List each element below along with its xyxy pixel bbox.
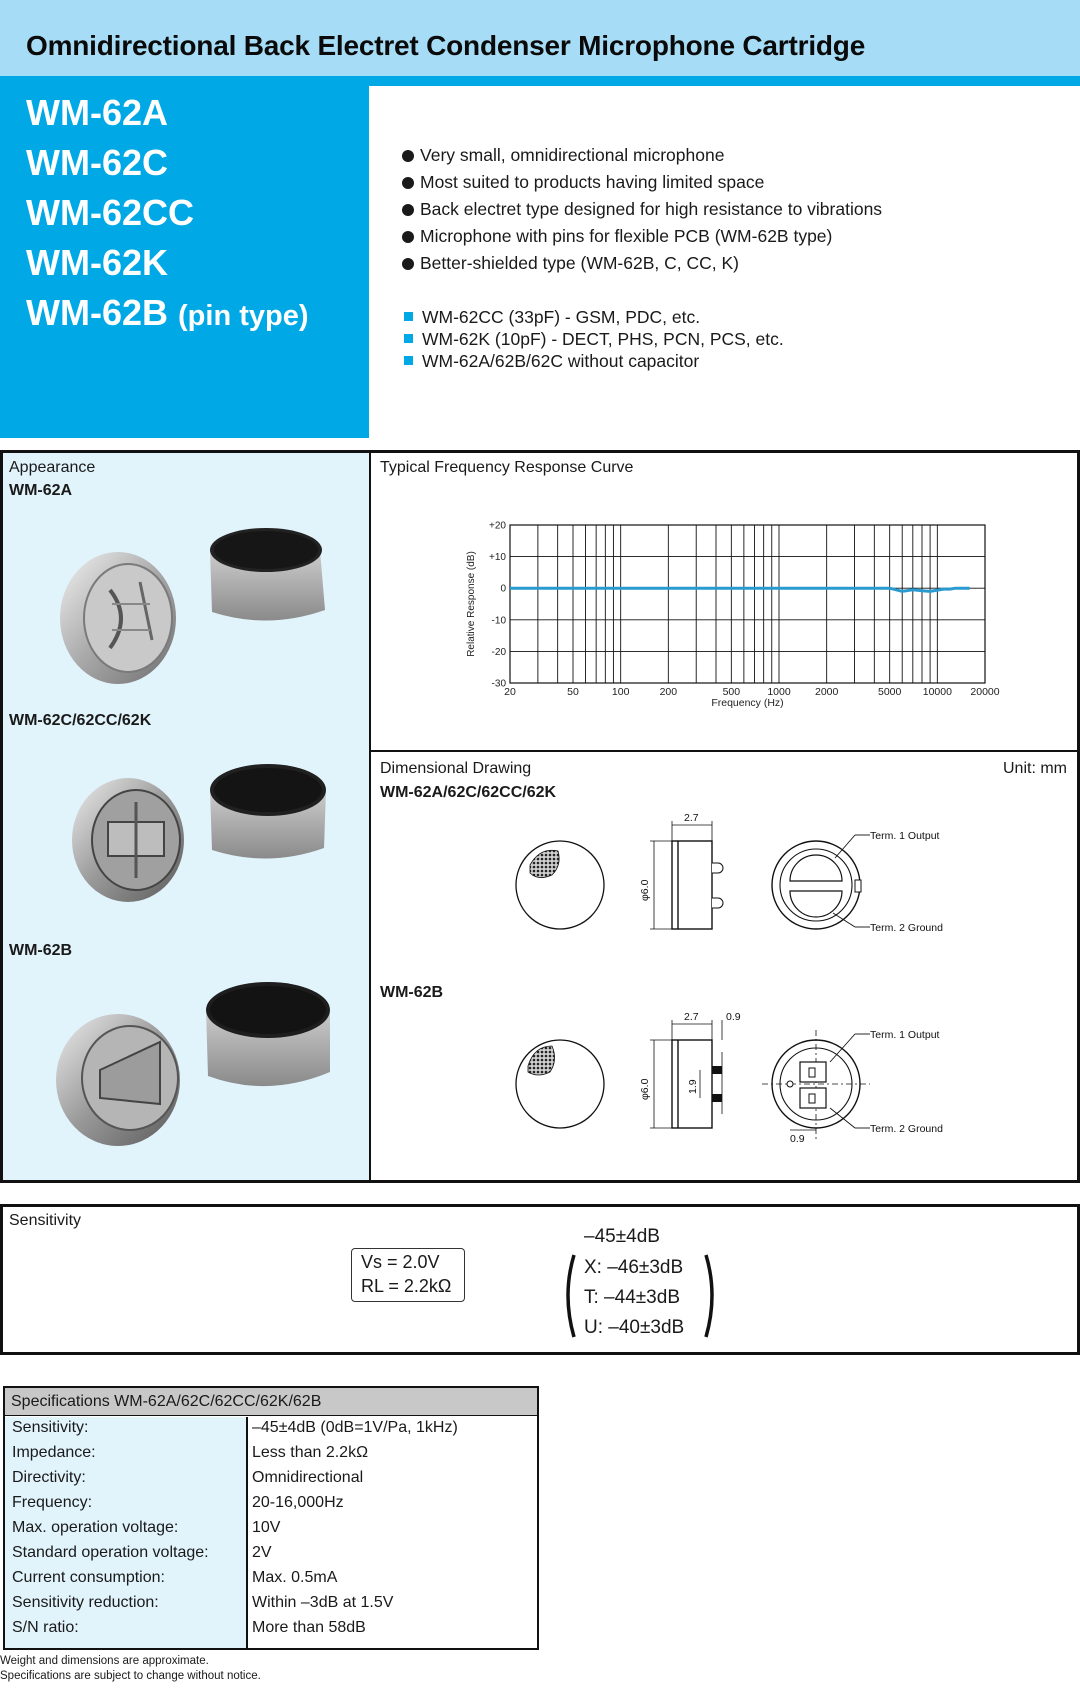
front-view-circle: [516, 1040, 604, 1128]
chart-x-tick-label: 50: [567, 686, 579, 698]
feature-item: Very small, omnidirectional microphone: [402, 145, 724, 166]
capsule-front-view: [210, 528, 325, 621]
bullet-icon: [402, 204, 414, 216]
spec-key: Current consumption:: [12, 1569, 165, 1586]
chart-plot-frame: [510, 525, 985, 683]
rear-view-terminals: [772, 830, 943, 934]
capsule-front-view: [210, 764, 326, 859]
dimension-drawing-bottom: [500, 1002, 980, 1162]
drawing-model-top: WM-62A/62C/62CC/62K: [380, 784, 557, 801]
spec-key: Sensitivity:: [12, 1419, 89, 1436]
sensitivity-x: X: –46±3dB: [584, 1257, 684, 1278]
sensitivity-label: Sensitivity: [9, 1212, 82, 1229]
chart-x-tick-label: 500: [722, 686, 741, 698]
spec-value: Max. 0.5mA: [252, 1569, 338, 1586]
appearance-model-wm62a: WM-62A: [9, 482, 73, 499]
header-rule: [0, 76, 1080, 86]
spec-column-divider: [246, 1417, 248, 1648]
chart-x-tick-label: 10000: [922, 686, 952, 698]
footnote-weight: Weight and dimensions are approximate.: [0, 1655, 209, 1667]
sensitivity-t: T: –44±3dB: [584, 1287, 680, 1308]
term2-label: Term. 2 Ground: [870, 1123, 943, 1135]
spec-table-header: [5, 1388, 537, 1416]
dim-1-9: 1.9: [687, 1079, 699, 1094]
feature-item: Microphone with pins for flexible PCB (WM-62B type): [402, 226, 832, 247]
appearance-model-wm62b: WM-62B: [9, 942, 73, 959]
chart-y-tick-label: 0: [500, 583, 506, 595]
panel-divider-vertical: [369, 453, 371, 1180]
chart-x-tick-label: 2000: [814, 686, 839, 698]
bullet-icon: [402, 258, 414, 270]
chart-x-tick-label: 20000: [970, 686, 1000, 698]
spec-value: 10V: [252, 1519, 281, 1536]
spec-value: 20-16,000Hz: [252, 1494, 344, 1511]
model-list-block: [0, 86, 369, 438]
spec-key: Max. operation voltage:: [12, 1519, 179, 1536]
spec-key: Standard operation voltage:: [12, 1544, 209, 1561]
dimension-drawing-top: [500, 805, 980, 945]
chart-y-tick-label: +10: [489, 552, 506, 564]
panel-divider-horizontal: [370, 750, 1077, 752]
spec-key: S/N ratio:: [12, 1619, 79, 1636]
feature-item: Better-shielded type (WM-62B, C, CC, K): [402, 253, 739, 274]
sensitivity-u: U: –40±3dB: [584, 1317, 685, 1338]
square-bullet-icon: [404, 334, 413, 343]
spec-key: Sensitivity reduction:: [12, 1594, 159, 1611]
dim-2-7: 2.7: [684, 1011, 699, 1023]
model-wm62b-name: WM-62B: [26, 292, 168, 333]
square-bullet-icon: [404, 356, 413, 365]
photo-wm62c: [40, 750, 340, 930]
front-view-circle: [516, 841, 604, 929]
spec-header-text: Specifications WM-62A/62C/62CC/62K/62B: [11, 1393, 322, 1410]
cond-vs: Vs = 2.0V: [361, 1252, 440, 1272]
chart-title: Typical Frequency Response Curve: [380, 459, 634, 476]
chart-y-tick-label: -20: [491, 646, 506, 658]
bullet-icon: [402, 150, 414, 162]
frequency-response-chart: [440, 505, 1020, 725]
dim-0-9: 0.9: [726, 1011, 741, 1023]
capsule-back-view: [72, 778, 184, 902]
model-wm62b: [26, 292, 309, 334]
sensitivity-main-value: –45±4dB: [584, 1226, 660, 1247]
cond-rl: RL = 2.2kΩ: [361, 1276, 452, 1296]
dim-6-0: φ6.0: [639, 1078, 651, 1100]
side-view: [639, 1011, 741, 1128]
feature-item: Back electret type designed for high resistance to vibrations: [402, 199, 882, 220]
drawing-unit: Unit: mm: [1003, 760, 1067, 777]
chart-x-tick-label: 5000: [877, 686, 902, 698]
square-bullet-icon: [404, 312, 413, 321]
dim-2-7: 2.7: [684, 812, 699, 824]
model-wm62k: WM-62K: [26, 242, 168, 283]
model-wm62c: WM-62C: [26, 142, 168, 183]
term2-label: Term. 2 Ground: [870, 922, 943, 934]
rear-view-terminals: [762, 1029, 943, 1145]
bullet-icon: [402, 231, 414, 243]
capsule-back-view: [60, 552, 176, 684]
model-wm62cc: WM-62CC: [26, 192, 194, 233]
photo-wm62a: [40, 520, 340, 700]
spec-value: Omnidirectional: [252, 1469, 364, 1486]
chart-x-tick-label: 100: [611, 686, 630, 698]
chart-y-tick-label: -10: [491, 615, 506, 627]
note-item: WM-62A/62B/62C without capacitor: [404, 351, 699, 372]
chart-x-tick-label: 20: [504, 686, 516, 698]
footnote-specs: Specifications are subject to change without notice.: [0, 1670, 261, 1682]
spec-key: Directivity:: [12, 1469, 86, 1486]
spec-value: –45±4dB (0dB=1V/Pa, 1kHz): [252, 1419, 458, 1436]
chart-grid: [510, 525, 985, 683]
note-item: WM-62CC (33pF) - GSM, PDC, etc.: [404, 307, 700, 328]
appearance-label: Appearance: [9, 459, 96, 476]
spec-value: Less than 2.2kΩ: [252, 1444, 369, 1461]
spec-key: Impedance:: [12, 1444, 96, 1461]
drawing-title: Dimensional Drawing: [380, 760, 532, 777]
photo-wm62b: [40, 980, 340, 1160]
model-wm62b-suffix: (pin type): [178, 300, 309, 332]
bullet-icon: [402, 177, 414, 189]
side-view: [639, 812, 723, 929]
feature-item: Most suited to products having limited space: [402, 172, 764, 193]
appearance-model-wm62c: WM-62C/62CC/62K: [9, 712, 152, 729]
page-title: Omnidirectional Back Electret Condenser Microphone Cartridge: [26, 30, 866, 61]
spec-value: More than 58dB: [252, 1619, 366, 1636]
drawing-model-bottom: WM-62B: [380, 984, 444, 1001]
sensitivity-box: [0, 1204, 1080, 1355]
spec-value: Within –3dB at 1.5V: [252, 1594, 394, 1611]
capsule-back-view: [56, 1014, 180, 1146]
dim-6-0: φ6.0: [639, 879, 651, 901]
chart-x-tick-label: 200: [659, 686, 678, 698]
chart-y-tick-label: -30: [491, 678, 506, 690]
spec-key: Frequency:: [12, 1494, 93, 1511]
chart-y-ticks: [489, 521, 506, 690]
chart-y-axis-label: Relative Response (dB): [466, 551, 477, 657]
chart-x-tick-label: 1000: [767, 686, 791, 698]
term1-label: Term. 1 Output: [870, 1029, 940, 1041]
model-wm62a: WM-62A: [26, 92, 168, 133]
sensitivity-conditions: [351, 1248, 465, 1302]
capsule-front-view: [206, 982, 330, 1086]
chart-y-tick-label: +20: [489, 520, 506, 532]
dim-0-9: 0.9: [790, 1133, 805, 1145]
note-item: WM-62K (10pF) - DECT, PHS, PCN, PCS, etc.: [404, 329, 784, 350]
chart-x-axis-label: Frequency (Hz): [711, 697, 784, 709]
spec-value: 2V: [252, 1544, 272, 1561]
term1-label: Term. 1 Output: [870, 830, 940, 842]
